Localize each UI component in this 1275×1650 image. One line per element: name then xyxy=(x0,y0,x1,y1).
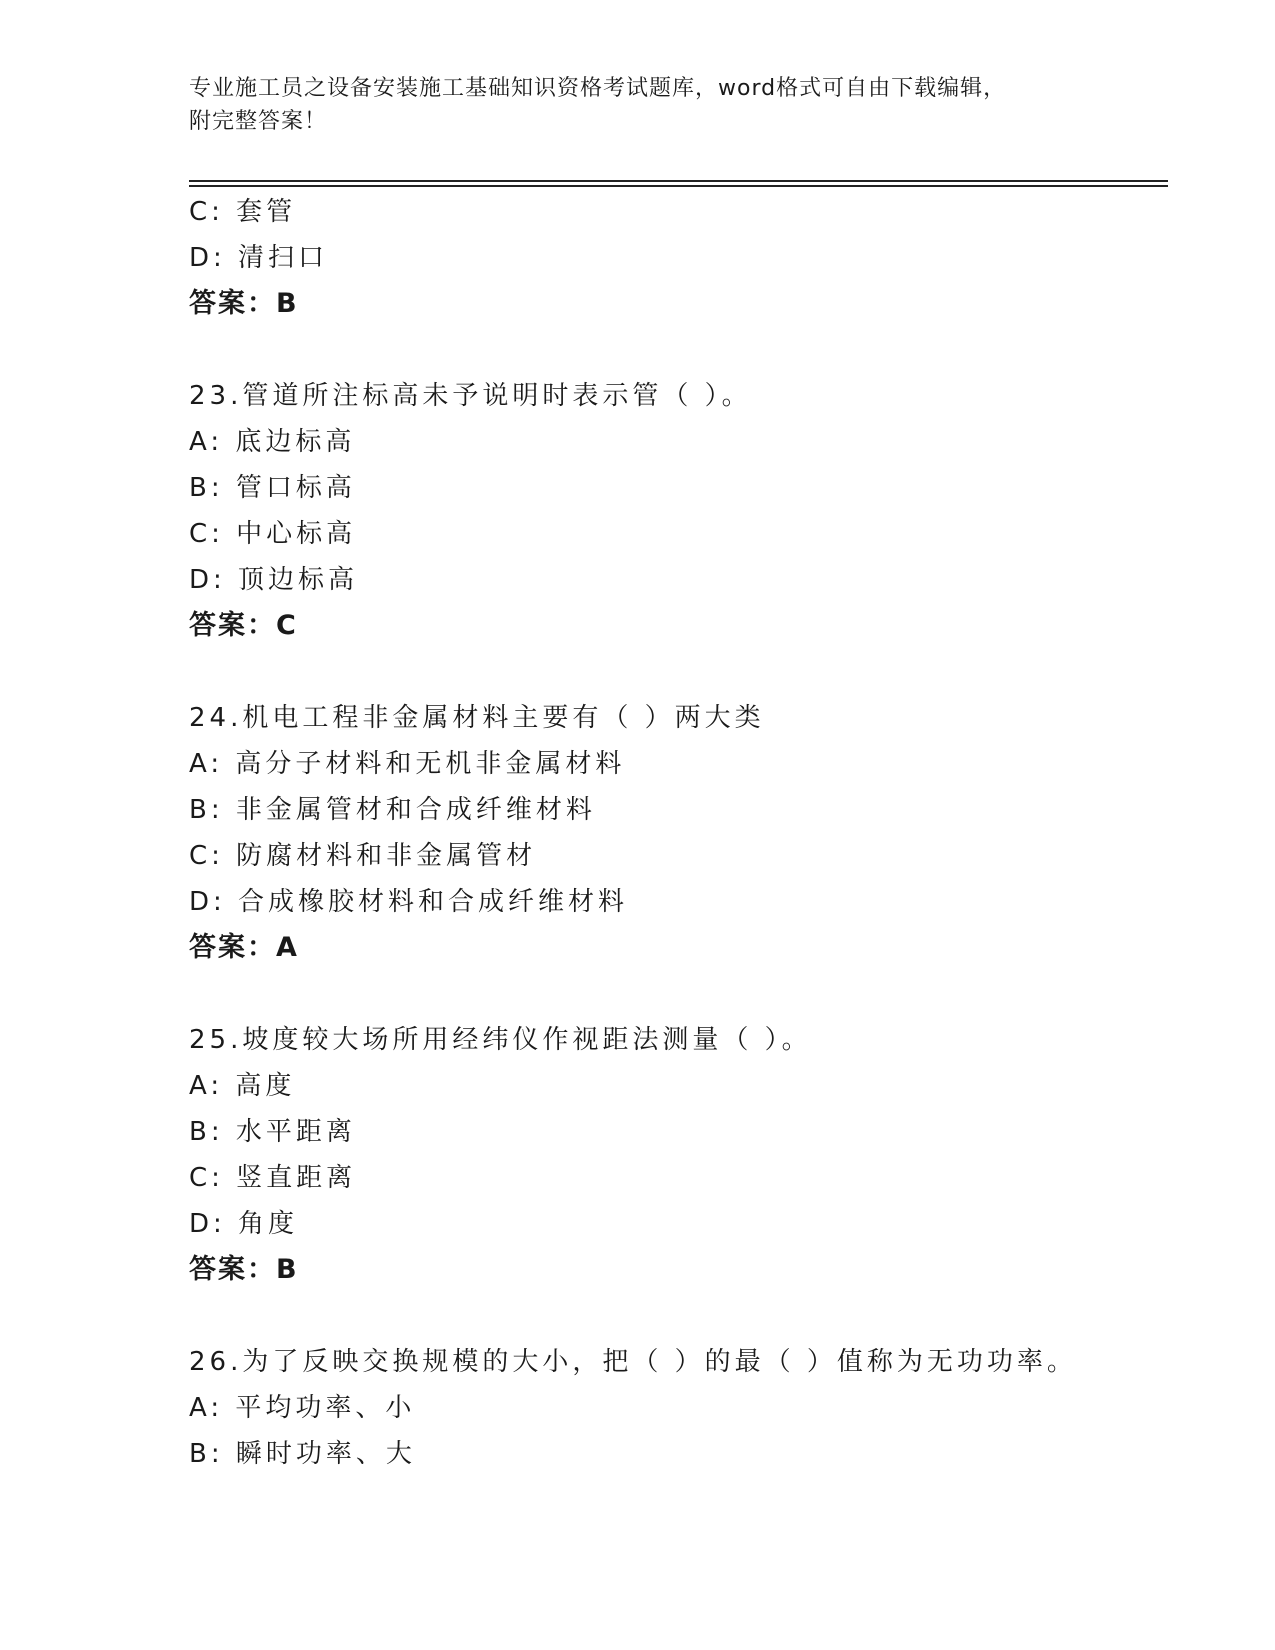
option-d: D: 顶边标高 xyxy=(189,565,359,595)
spacer xyxy=(189,1293,1169,1339)
header-divider-top xyxy=(189,180,1168,182)
option-b: B: 非金属管材和合成纤维材料 xyxy=(189,795,596,825)
answer: 答案：B xyxy=(189,288,299,319)
document-header xyxy=(189,72,1069,138)
question-list xyxy=(189,189,1169,1477)
spacer xyxy=(189,971,1169,1017)
header-line-1: 专业施工员之设备安装施工基础知识资格考试题库，word格式可自由下载编辑， xyxy=(189,76,1007,101)
answer: 答案：C xyxy=(189,610,298,641)
option-c: C: 竖直距离 xyxy=(189,1163,357,1193)
option-a: A: 高分子材料和无机非金属材料 xyxy=(189,749,626,779)
option-b: B: 管口标高 xyxy=(189,473,356,503)
option-a: A: 平均功率、小 xyxy=(189,1393,416,1423)
answer: 答案：B xyxy=(189,1254,299,1285)
question-stem: 26.为了反映交换规模的大小，把（ ）的最（ ）值称为无功功率。 xyxy=(189,1347,1077,1377)
option-a: A: 底边标高 xyxy=(189,427,356,457)
question-stem: 24.机电工程非金属材料主要有（ ）两大类 xyxy=(189,703,765,733)
spacer xyxy=(189,327,1169,373)
option-b: B: 瞬时功率、大 xyxy=(189,1439,416,1469)
spacer xyxy=(189,649,1169,695)
option-a: A: 高度 xyxy=(189,1071,296,1101)
question-stem: 23.管道所注标高未予说明时表示管（ ）。 xyxy=(189,381,752,411)
question-stem: 25.坡度较大场所用经纬仪作视距法测量（ ）。 xyxy=(189,1025,812,1055)
option-d: D: 合成橡胶材料和合成纤维材料 xyxy=(189,887,629,917)
option-b: B: 水平距离 xyxy=(189,1117,356,1147)
option-d: D: 角度 xyxy=(189,1209,299,1239)
question-22-continued xyxy=(189,189,1169,327)
header-divider-bottom xyxy=(189,185,1168,187)
option-c: C: 中心标高 xyxy=(189,519,357,549)
header-line-2: 附完整答案！ xyxy=(189,109,328,134)
option-c: C: 套管 xyxy=(189,197,297,227)
question-26 xyxy=(189,1339,1169,1477)
question-23 xyxy=(189,373,1169,649)
question-25 xyxy=(189,1017,1169,1293)
question-24 xyxy=(189,695,1169,971)
answer: 答案：A xyxy=(189,932,299,963)
option-c: C: 防腐材料和非金属管材 xyxy=(189,841,537,871)
option-d: D: 清扫口 xyxy=(189,243,329,273)
